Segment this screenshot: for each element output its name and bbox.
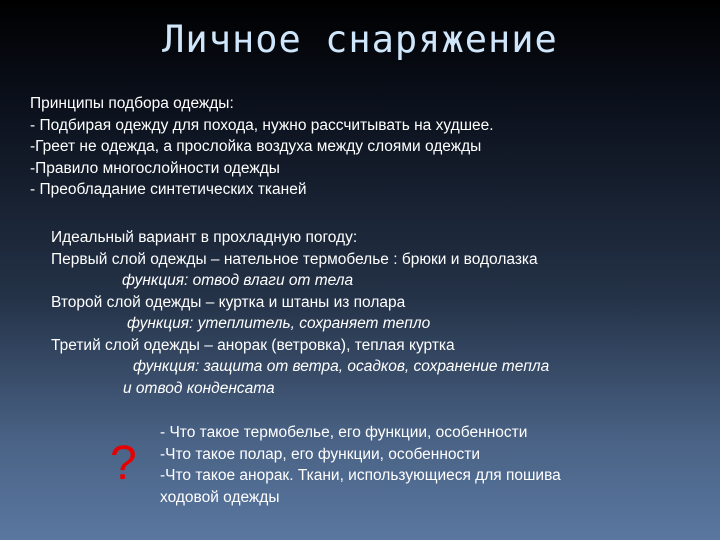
layer-2: Второй слой одежды – куртка и штаны из полара xyxy=(51,293,406,311)
principle-item: - Преобладание синтетических тканей xyxy=(30,181,307,198)
question-item: -Что такое полар, его функции, особенности xyxy=(160,445,481,463)
principle-item: -Греет не одежда, а прослойка воздуха между слоями одежды xyxy=(30,138,482,155)
principle-item: - Подбирая одежду для похода, нужно рассчитывать на худшее. xyxy=(30,116,494,134)
ideal-layering xyxy=(51,227,549,399)
layer-1: Первый слой одежды – нательное термобелье : брюки и водолазка xyxy=(51,250,538,268)
layer-2-function: функция: утеплитель, сохраняет тепло xyxy=(127,315,431,332)
question-mark: ? xyxy=(110,437,137,490)
review-questions xyxy=(160,422,561,508)
layer-3-function: функция: защита от ветра, осадков, сохранение тепла xyxy=(133,358,550,375)
question-item: - Что такое термобелье, его функции, особенности xyxy=(160,424,528,441)
layer-3: Третий слой одежды – анорак (ветровка), теплая куртка xyxy=(51,336,455,354)
clothing-principles xyxy=(30,93,494,201)
layer-1-function: функция: отвод влаги от тела xyxy=(122,272,354,289)
principles-heading: Принципы подбора одежды: xyxy=(30,95,234,112)
ideal-heading: Идеальный вариант в прохладную погоду: xyxy=(51,229,358,246)
question-item: ходовой одежды xyxy=(160,488,280,506)
question-item: -Что такое анорак. Ткани, использующиеся для пошива xyxy=(160,467,561,484)
layer-3-function-cont: и отвод конденсата xyxy=(123,379,275,397)
principle-item: -Правило многослойности одежды xyxy=(30,159,280,177)
slide-title: Личное снаряжение xyxy=(162,18,558,61)
